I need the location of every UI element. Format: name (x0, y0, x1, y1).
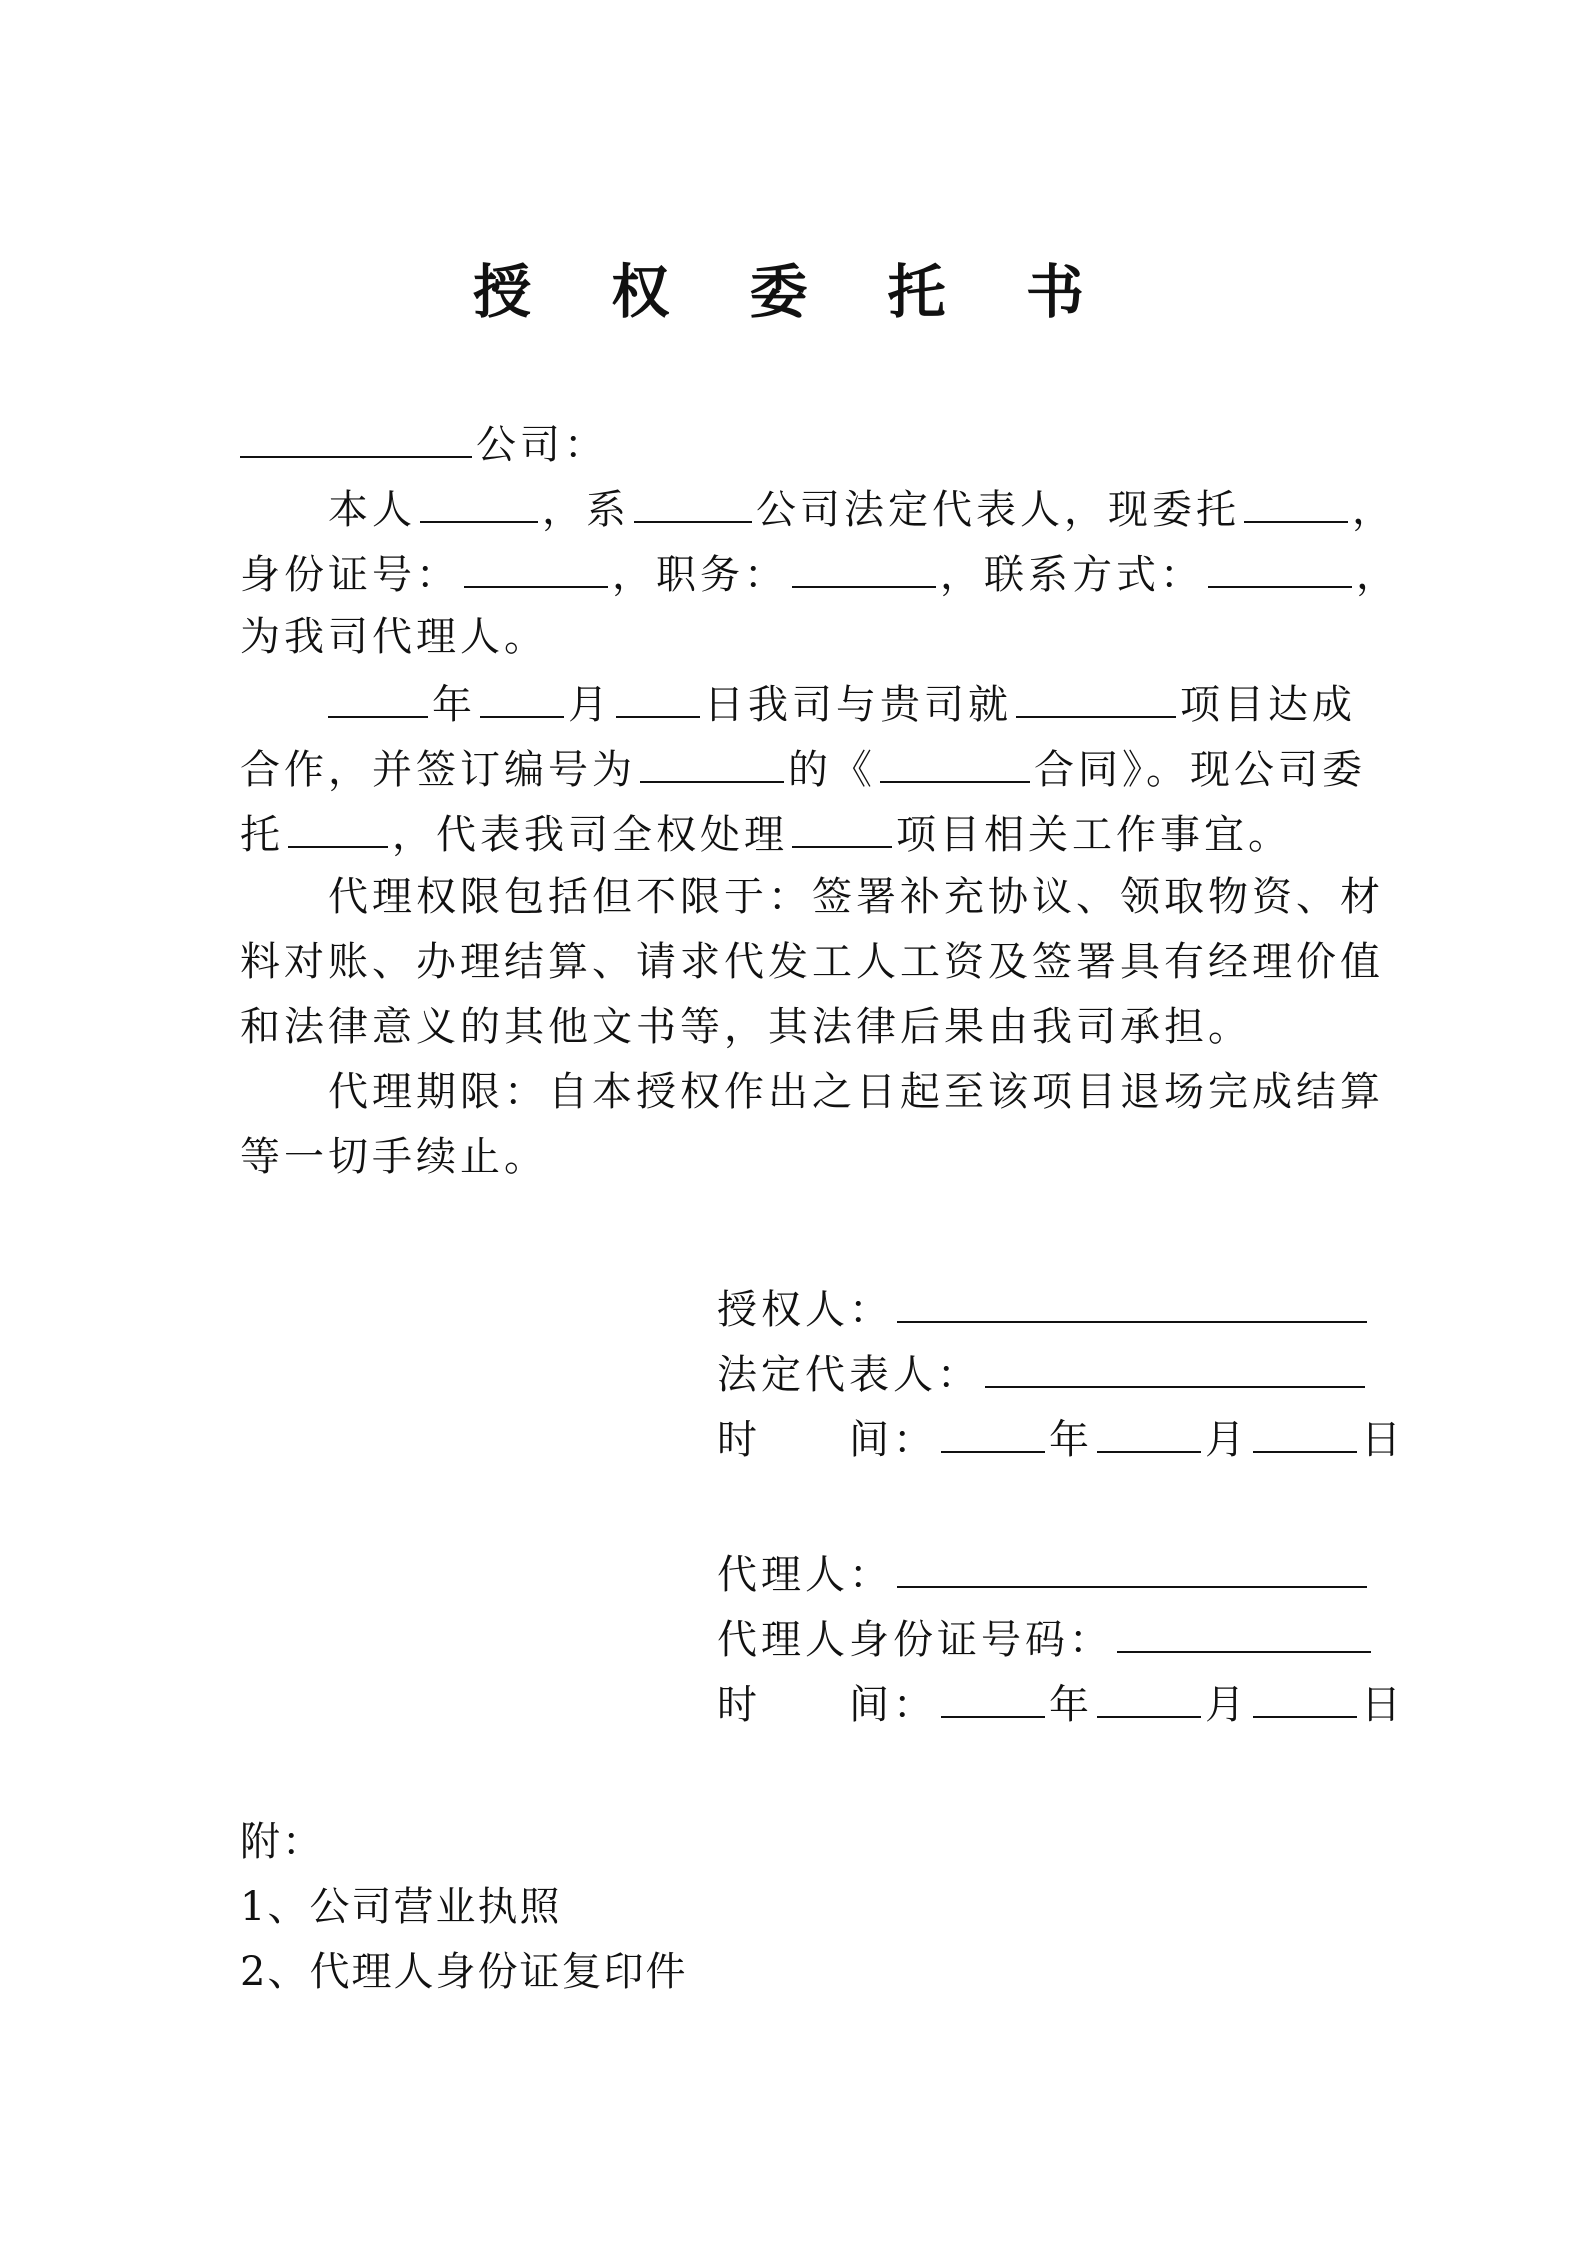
month-blank (480, 672, 564, 718)
document-title: 授 权 委 托 书 (473, 258, 1114, 326)
para2-line1: 年 月 日我司与贵司就 项目达成 (240, 672, 1448, 735)
grantor-day-blank (1253, 1407, 1357, 1453)
position-blank (792, 542, 936, 588)
attachment-item-1: 1、公司营业执照 (240, 1884, 562, 1930)
contract-number-blank (640, 737, 784, 783)
company-name-blank (634, 477, 752, 523)
addressee-line: 公司： (240, 412, 1360, 475)
grantor-year-blank (941, 1407, 1045, 1453)
year-blank (328, 672, 428, 718)
principal-name-blank (420, 477, 538, 523)
project-blank (1016, 672, 1176, 718)
para3-line3: 和法律意义的其他文书等，其法律后果由我司承担。 (240, 1004, 1252, 1050)
project-scope-blank (792, 802, 892, 848)
contact-blank (1208, 542, 1352, 588)
para3-line1: 代理权限包括但不限于：签署补充协议、领取物资、材 (328, 874, 1384, 920)
grantor-line: 授权人： (717, 1277, 1357, 1340)
para4-line2: 等一切手续止。 (240, 1134, 548, 1180)
agent-id-line: 代理人身份证号码： (717, 1607, 1357, 1670)
grantor-date-line: 时 间： 年 月 日 (717, 1407, 1357, 1470)
para1-line3: 为我司代理人。 (240, 614, 548, 660)
company-blank (240, 412, 472, 458)
attachment-item-2: 2、代理人身份证复印件 (240, 1949, 688, 1995)
id-number-blank (464, 542, 608, 588)
agent-year-blank (941, 1672, 1045, 1718)
agent-signature-blank (897, 1542, 1367, 1588)
contract-name-blank (880, 737, 1030, 783)
agent-day-blank (1253, 1672, 1357, 1718)
grantor-signature-blank (897, 1277, 1367, 1323)
agent-line: 代理人： (717, 1542, 1357, 1605)
legal-rep-line: 法定代表人： (717, 1342, 1357, 1405)
agent-date-line: 时 间： 年 月 日 (717, 1672, 1357, 1735)
para1-line2: 身份证号： ，职务： ，联系方式： ， (240, 542, 1360, 605)
para1-line1: 本人 ，系 公司法定代表人，现委托 ， (240, 477, 1448, 540)
para2-line3: 托 ，代表我司全权处理 项目相关工作事宜。 (240, 802, 1360, 865)
para3-line2: 料对账、办理结算、请求代发工人工资及签署具有经理价值 (240, 939, 1384, 985)
attachments-heading: 附： (240, 1819, 324, 1865)
agent-id-blank (1117, 1607, 1371, 1653)
delegate-blank (288, 802, 388, 848)
agent-month-blank (1097, 1672, 1201, 1718)
para4-line1: 代理期限：自本授权作出之日起至该项目退场完成结算 (328, 1069, 1384, 1115)
para2-line2: 合作，并签订编号为 的《 合同》。现公司委 (240, 737, 1360, 800)
grantor-month-blank (1097, 1407, 1201, 1453)
legal-rep-signature-blank (985, 1342, 1365, 1388)
day-blank (616, 672, 700, 718)
agent-name-blank (1244, 477, 1348, 523)
